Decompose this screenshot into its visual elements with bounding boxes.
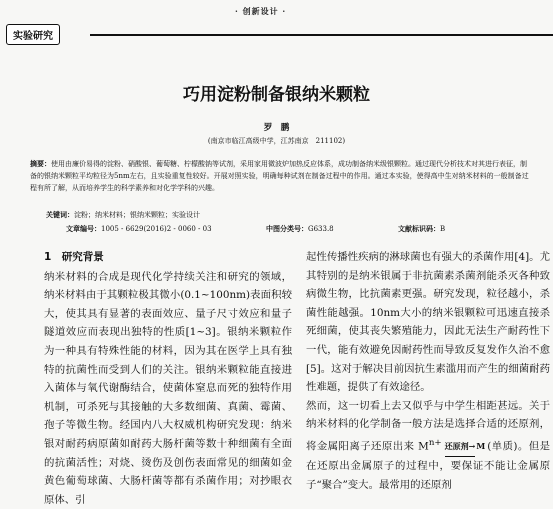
clc-number [266, 224, 334, 234]
equation-superscript: n+ [428, 437, 442, 448]
column-header-tag: · 创新设计 · [235, 6, 287, 16]
document-code-value: B [440, 225, 446, 233]
body-column-left [44, 248, 292, 509]
body-paragraph-text: (单质)。但是在还原出金属原子的过程中，要保证不能让金属原子“聚合”变大。最常用的还原剂 [306, 440, 550, 491]
document-code-label: 文献标识码： [398, 224, 440, 233]
keywords [46, 210, 200, 220]
reaction-arrow: 还原剂→ [445, 437, 476, 457]
header-rule [90, 34, 553, 36]
abstract [30, 158, 529, 194]
article-number [66, 224, 212, 234]
abstract-text: 使用由廉价易得的淀粉、硝酸银、葡萄糖、柠檬酸钠等试剂，采用家用微波炉加热反应体系，成功制备纳米级银颗粒。通过现代分析技术对其进行表征，制备的银纳米颗粒平均粒径为5nm左右，且实验重复性较好。开展对照实验，明确每种试剂在制备过程中的作用。通过本实验，使得高中生对纳米材料的一般制备过程有所了解，从而培养学生的科学素养和对化学学科的兴趣。 [30, 160, 529, 192]
reduction-equation [442, 437, 488, 457]
body-paragraph: 起性传播性疾病的淋球菌也有强大的杀菌作用[4]。尤其特别的是纳米银属于非抗菌素杀菌剂能杀灭各种致病微生物，比抗菌素更强。研究发现，粒径越小，杀菌性能越强。10nm大小的纳米银颗粒可迅速直接杀死细菌，使其丧失繁殖能力，因此无法生产耐药性下一代，能有效避免因耐药性而导致反复发作久治不愈[5]。这对于解决目前因抗生素滥用而产生的细菌耐药性难题，提供了有效途径。 [306, 251, 550, 394]
section-heading: 1 研究背景 [44, 251, 104, 263]
equation-product: M [476, 441, 486, 452]
keywords-text: 淀粉；纳米材料；银纳米颗粒；实验设计 [74, 211, 200, 219]
document-code [398, 224, 445, 234]
author-affiliation: (南京市临江高级中学，江苏南京 211102) [207, 137, 346, 145]
clc-value: G633.8 [308, 225, 334, 233]
article-number-value: 1005 - 6629(2016)2 - 0060 - 03 [101, 225, 212, 233]
body-column-right [306, 248, 550, 494]
clc-label: 中图分类号： [266, 224, 308, 233]
body-paragraph: 纳米材料的合成是现代化学持续关注和研究的领域，纳米材料由于其颗粒极其微小(0.1~100nm)表面积较大，使其具有显著的表面效应、量子尺寸效应和量子隧道效应而表现出独特的性质[1~3]。银纳米颗粒作为一种具有特殊性能的材料，因为其在医学上具有独特的抗菌性而受到人们的关注。银纳米颗粒能直接进入菌体与氧代谢酶结合，使菌体窒息而死的独特作用机制，可杀死与其接触的大多数细菌、真菌、霉菌、孢子等微生物。经国内八大权威机构研究发现：纳米银对耐药病原菌如耐药大肠杆菌等数十种细菌有全面的抗菌活性；对烧、烫伤及创伤表面常见的细菌如金黄色葡萄球菌、大肠杆菌等都有杀菌作用；对抄眼衣原体、引 [44, 270, 292, 506]
article-number-label: 文章编号： [66, 224, 101, 233]
article-author: 罗 鹏 [263, 123, 290, 133]
body-paragraph [306, 397, 550, 494]
keywords-label: 关键词： [46, 210, 74, 219]
section-badge: 实验研究 [6, 24, 60, 45]
article-title: 巧用淀粉制备银纳米颗粒 [183, 85, 370, 105]
abstract-label: 摘要： [30, 159, 51, 168]
equation-reagent: 还原剂 [444, 441, 469, 452]
body-paragraph-text: 然而，这一切看上去又似乎与中学生相距甚远。关于纳米材料的化学制备一般方法是选择合适的还原剂，将金属阳离子还原出来 M [306, 399, 550, 453]
